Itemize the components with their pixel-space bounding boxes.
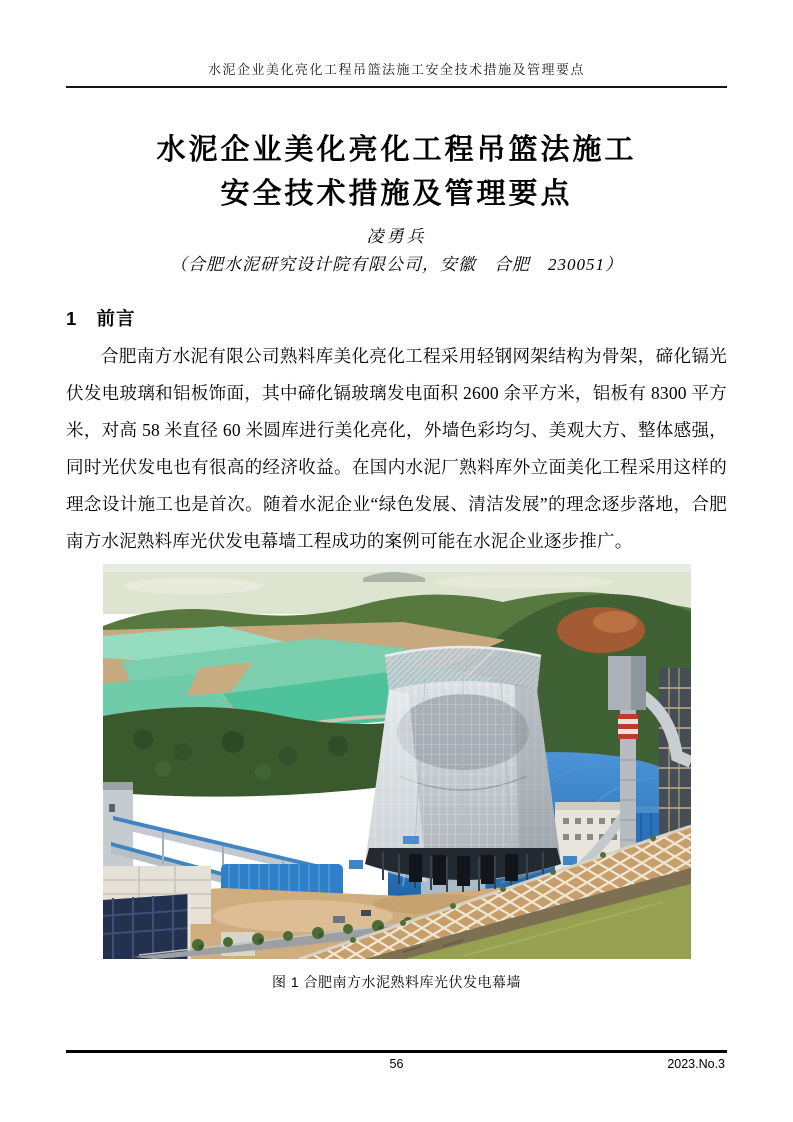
article-title xyxy=(66,128,727,216)
figure-1 xyxy=(103,564,691,992)
page-number: 56 xyxy=(389,1057,404,1071)
page-header xyxy=(66,62,727,88)
plant-aerial-photo xyxy=(103,564,691,959)
section-title: 前言 xyxy=(96,308,136,329)
author-affiliation: （合肥水泥研究设计院有限公司，安徽 合肥 230051） xyxy=(170,255,623,274)
article-title-line2: 安全技术措施及管理要点 xyxy=(220,178,573,210)
footer-row xyxy=(66,1056,727,1072)
section-heading-foreword xyxy=(66,307,727,330)
running-title: 水泥企业美化亮化工程吊篮法施工安全技术措施及管理要点 xyxy=(207,62,585,77)
footer-rule xyxy=(66,1050,727,1053)
page-footer xyxy=(66,1050,727,1072)
issue-number: 2023.No.3 xyxy=(667,1057,725,1071)
author-name: 凌勇兵 xyxy=(366,227,427,246)
section-number: 1 xyxy=(66,308,78,329)
figure-1-caption: 图 1 合肥南方水泥熟料库光伏发电幕墙 xyxy=(271,974,522,990)
foreword-paragraph: 合肥南方水泥有限公司熟料库美化亮化工程采用轻钢网架结构为骨架，碲化镉光伏发电玻璃和铝板饰面，其中碲化镉玻璃发电面积 2600 余平方米，铝板有 8300 平方米，对高 58 米直径 60 米圆库进行美化亮化，外墙色彩均匀、美观大方、整体感强，同时光伏发电也有很高的经济收益。在国内水泥厂熟料库外立面美化工程采用这样的理念设计施工也是首次。随着水泥企业“绿色发展、清洁发展”的理念逐步落地，合肥南方水泥熟料库光伏发电幕墙工程成功的案例可能在水泥企业逐步推广。 xyxy=(66,346,727,551)
header-rule xyxy=(66,86,727,88)
article-title-line1: 水泥企业美化亮化工程吊篮法施工 xyxy=(156,134,637,166)
